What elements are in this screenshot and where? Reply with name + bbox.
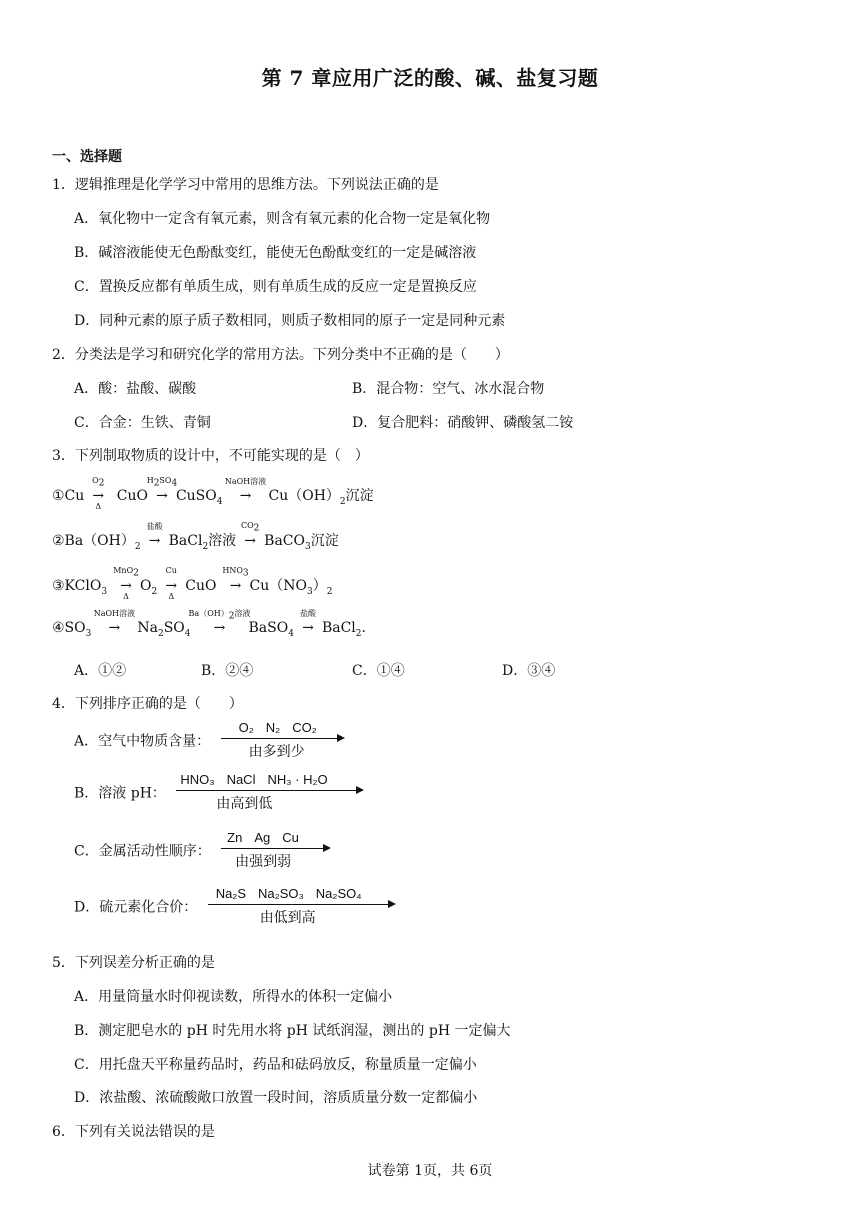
reaction-arrow: NaOH溶液 →: [224, 477, 267, 504]
question-2-option-c: C．合金：生铁、青铜: [74, 415, 211, 431]
reaction-arrow: $H_2SO_4$ →: [146, 476, 178, 504]
page-title: 第 7 章应用广泛的酸、碱、盐复习题: [261, 66, 599, 90]
section-heading: 一、选择题: [52, 149, 122, 165]
reaction-2: $②Ba(OH)_2$ 盐酸 → BaCl$_2$溶液 $CO_2$ → BaCO$_3$沉淀: [52, 521, 339, 552]
question-2-option-a: A．酸：盐酸、碳酸: [74, 381, 197, 397]
reaction-1: ①Cu $O_2$ → Δ CuO $H_2SO_4$ → CuSO$_4$ NaOH溶液 → $Cu(OH)_2$沉淀: [52, 476, 374, 511]
question-4-option-c: C．金属活动性顺序： Zn Ag Cu 由强到弱: [74, 830, 329, 871]
question-5-option-d: D．浓盐酸、浓硫酸敞口放置一段时间，溶质质量分数一定都偏小: [74, 1090, 478, 1106]
question-1-option-d: D．同种元素的原子质子数相同，则质子数相同的原子一定是同种元素: [74, 313, 506, 329]
reaction-4: $④SO_3$ NaOH溶液 → $Na_2SO_4$ $Ba(OH)_2$溶液 → BaSO$_4$ 盐酸 → BaCl$_2$.: [52, 609, 366, 639]
question-1-option-b: B．碱溶液能使无色酚酞变红，能使无色酚酞变红的一定是碱溶液: [74, 245, 477, 261]
question-3-option-a: A．①②: [74, 663, 127, 679]
reaction-arrow: MnO$_2$ → Δ: [113, 566, 139, 601]
reaction-arrow: 盐酸 →: [299, 609, 316, 636]
question-4-option-d: D．硫元素化合价： Na₂S Na₂SO₃ Na₂SO₄ 由低到高: [74, 886, 394, 927]
reaction-1-reactant: ①Cu: [52, 488, 85, 504]
sequence-diagram-d: Na₂S Na₂SO₃ Na₂SO₄ 由低到高: [208, 886, 394, 927]
question-3-option-d: D．③④: [502, 663, 556, 679]
reaction-arrow: Cu → Δ: [165, 566, 178, 601]
reaction-arrow: $CO_2$ →: [240, 521, 260, 549]
reaction-arrow: NaOH溶液 →: [93, 609, 136, 636]
question-5-option-b: B．测定肥皂水的 pH 时先用水将 pH 试纸润湿，测出的 pH 一定偏大: [74, 1023, 511, 1039]
sequence-diagram-c: Zn Ag Cu 由强到弱: [221, 830, 329, 871]
question-3-option-c: C．①④: [352, 663, 405, 679]
question-5-option-c: C．用托盘天平称量药品时，药品和砝码放反，称量质量一定偏小: [74, 1057, 477, 1073]
reaction-3: ③KClO$_3$ MnO$_2$ → Δ $O_2$ Cu → Δ CuO $HNO_3$ → $Cu(NO_3)_2$: [52, 566, 333, 601]
question-2-option-b: B．混合物：空气、冰水混合物: [352, 381, 545, 397]
question-2-option-d: D．复合肥料：硝酸钾、磷酸氢二铵: [352, 415, 574, 431]
reaction-arrow: $HNO_3$ →: [222, 566, 249, 594]
question-1-option-c: C．置换反应都有单质生成，则有单质生成的反应一定是置换反应: [74, 279, 477, 295]
question-3-option-b: B．②④: [201, 663, 254, 679]
question-1-option-a: A．氧化物中一定含有氧元素，则含有氧元素的化合物一定是氧化物: [74, 211, 491, 227]
question-4-stem: 4．下列排序正确的是（ ）: [52, 696, 243, 712]
sequence-diagram-b: HNO₃ NaCl NH₃ · H₂O 由高到低: [176, 772, 362, 813]
reaction-arrow: 盐酸 →: [146, 522, 163, 549]
reaction-arrow: $O_2$ → Δ: [92, 476, 105, 511]
page-footer: 试卷第 1页，共 6页: [367, 1163, 493, 1179]
question-5-option-a: A．用量筒量水时仰视读数，所得水的体积一定偏小: [74, 989, 393, 1005]
question-6-stem: 6．下列有关说法错误的是: [52, 1124, 215, 1140]
question-2-stem: 2．分类法是学习和研究化学的常用方法。下列分类中不正确的是（ ）: [52, 347, 509, 363]
question-1-stem: 1．逻辑推理是化学学习中常用的思维方法。下列说法正确的是: [52, 177, 439, 193]
reaction-arrow: $Ba(OH)_2$溶液 →: [188, 609, 251, 636]
sequence-diagram-a: O₂ N₂ CO₂ 由多到少: [221, 720, 343, 761]
question-4-option-a: A．空气中物质含量： O₂ N₂ CO₂ 由多到少: [74, 720, 343, 761]
question-4-option-b: B．溶液 pH： HNO₃ NaCl NH₃ · H₂O 由高到低: [74, 772, 362, 813]
question-3-stem: 3．下列制取物质的设计中，不可能实现的是（ ）: [52, 448, 369, 464]
question-5-stem: 5．下列误差分析正确的是: [52, 955, 215, 971]
